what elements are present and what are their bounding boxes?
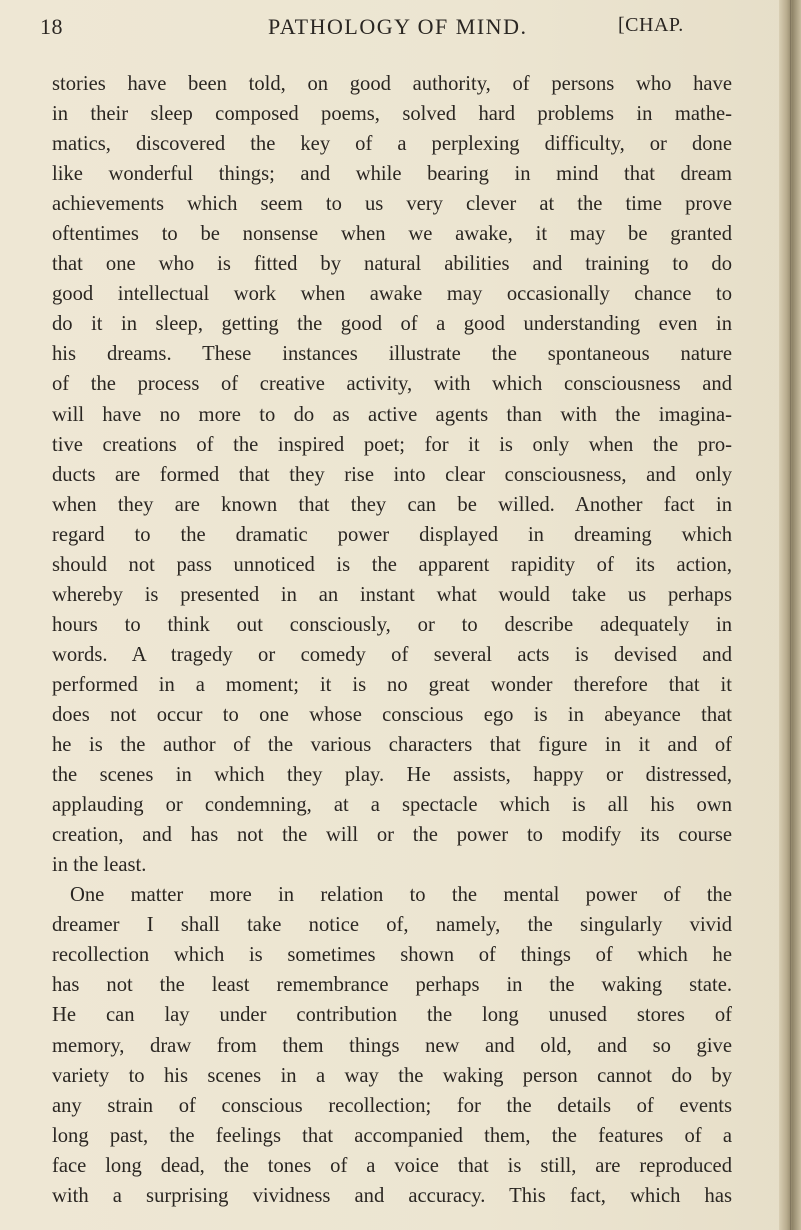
text-line: like wonderful things; and while bearing in mind that dream (52, 163, 732, 186)
text-line: do it in sleep, getting the good of a good understanding even in (52, 313, 732, 336)
text-line: applauding or condemning, at a spectacle which is all his own (52, 794, 732, 817)
text-line: in their sleep composed poems, solved hard problems in mathe- (52, 103, 732, 126)
text-line: has not the least remembrance perhaps in the waking state. (52, 974, 732, 997)
text-line: the scenes in which they play. He assists, happy or distressed, (52, 764, 732, 787)
text-line: matics, discovered the key of a perplexing difficulty, or done (52, 133, 732, 156)
text-line: any strain of conscious recollection; for the details of events (52, 1094, 732, 1117)
text-line: good intellectual work when awake may occasionally chance to (52, 283, 732, 306)
text-line: should not pass unnoticed is the apparent rapidity of its action, (52, 553, 732, 576)
page-number: 18 (40, 14, 63, 39)
text-line: words. A tragedy or comedy of several acts is devised and (52, 643, 732, 666)
running-title: PATHOLOGY OF MIND. (268, 14, 528, 39)
text-line: creation, and has not the will or the power to modify its course (52, 824, 732, 847)
page-header (40, 8, 730, 48)
text-line: memory, draw from them things new and old, and so give (52, 1034, 732, 1057)
text-line: face long dead, the tones of a voice that is still, are reproduced (52, 1154, 732, 1177)
text-line: of the process of creative activity, with which consciousness and (52, 373, 732, 396)
text-line: recollection which is sometimes shown of things of which he (52, 944, 732, 967)
text-line: stories have been told, on good authority, of persons who have (52, 73, 732, 95)
text-line: that one who is fitted by natural abilities and training to do (52, 253, 732, 276)
body-text (52, 69, 732, 1211)
text-line: whereby is presented in an instant what would take us perhaps (52, 583, 732, 606)
text-line: he is the author of the various characters that figure in it and of (52, 734, 732, 757)
text-line: will have no more to do as active agents than with the imagina- (52, 403, 732, 426)
text-line: variety to his scenes in a way the waking person cannot do by (52, 1064, 732, 1087)
text-line: achievements which seem to us very clever at the time prove (52, 193, 732, 216)
text-line: regard to the dramatic power displayed in dreaming which (52, 523, 732, 546)
chapter-mark: [CHAP. (618, 14, 684, 36)
text-line: dreamer I shall take notice of, namely, the singularly vivid (52, 914, 732, 937)
text-line: long past, the feelings that accompanied them, the features of a (52, 1124, 732, 1147)
text-line: He can lay under contribution the long unused stores of (52, 1004, 732, 1027)
text-line: tive creations of the inspired poet; for it is only when the pro- (52, 433, 732, 456)
text-line: his dreams. These instances illustrate the spontaneous nature (52, 343, 732, 366)
paragraph-end-line: in the least. (52, 854, 147, 877)
binding-line (790, 0, 791, 1230)
text-line: performed in a moment; it is no great wonder therefore that it (52, 673, 732, 696)
paragraph-start-line: One matter more in relation to the mental power of the (70, 884, 732, 907)
text-line: hours to think out consciously, or to describe adequately in (52, 613, 732, 636)
text-line: ducts are formed that they rise into clear consciousness, and only (52, 463, 732, 486)
text-line: with a surprising vividness and accuracy. This fact, which has (52, 1184, 732, 1207)
text-line: oftentimes to be nonsense when we awake, it may be granted (52, 223, 732, 246)
text-line: does not occur to one whose conscious ego is in abeyance that (52, 703, 732, 726)
text-line: when they are known that they can be willed. Another fact in (52, 493, 732, 516)
